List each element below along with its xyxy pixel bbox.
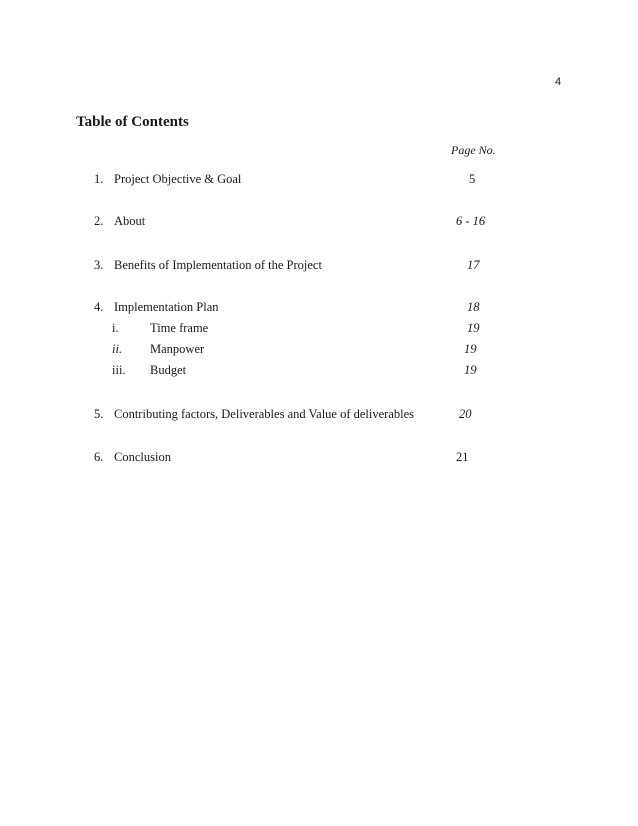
entry-number: 3.: [94, 258, 104, 272]
entry-page: 18: [467, 300, 480, 314]
entry-page: 17: [467, 258, 480, 272]
sub-entry-page: 19: [467, 321, 480, 335]
page-column-header: Page No.: [451, 143, 496, 157]
entry-label: Project Objective & Goal: [114, 172, 242, 186]
entry-label: About: [114, 214, 146, 228]
entry-label: Benefits of Implementation of the Project: [114, 258, 322, 272]
sub-entry-numeral: iii.: [112, 363, 126, 377]
entry-label: Contributing factors, Deliverables and Value of deliverables: [114, 407, 415, 421]
sub-entry-label: Time frame: [150, 321, 209, 335]
entry-number: 2.: [94, 214, 104, 228]
sub-entry-page: 19: [464, 342, 477, 356]
sub-entry-numeral: ii.: [112, 342, 123, 356]
entry-number: 5.: [94, 407, 104, 421]
entry-number: 4.: [94, 300, 104, 314]
entry-label: Implementation Plan: [114, 300, 219, 314]
entry-page: 6 - 16: [456, 214, 486, 228]
entry-number: 1.: [94, 172, 104, 186]
sub-entry-label: Budget: [150, 363, 187, 377]
toc-title: Table of Contents: [76, 114, 189, 130]
page-number: 4: [555, 76, 562, 88]
entry-label: Conclusion: [114, 450, 171, 464]
entry-page: 5: [469, 172, 476, 186]
sub-entry-page: 19: [464, 363, 477, 377]
sub-entry-label: Manpower: [150, 342, 205, 356]
sub-entry-numeral: i.: [112, 321, 119, 335]
entry-page: 20: [459, 407, 472, 421]
entry-page: 21: [456, 450, 469, 464]
entry-number: 6.: [94, 450, 104, 464]
